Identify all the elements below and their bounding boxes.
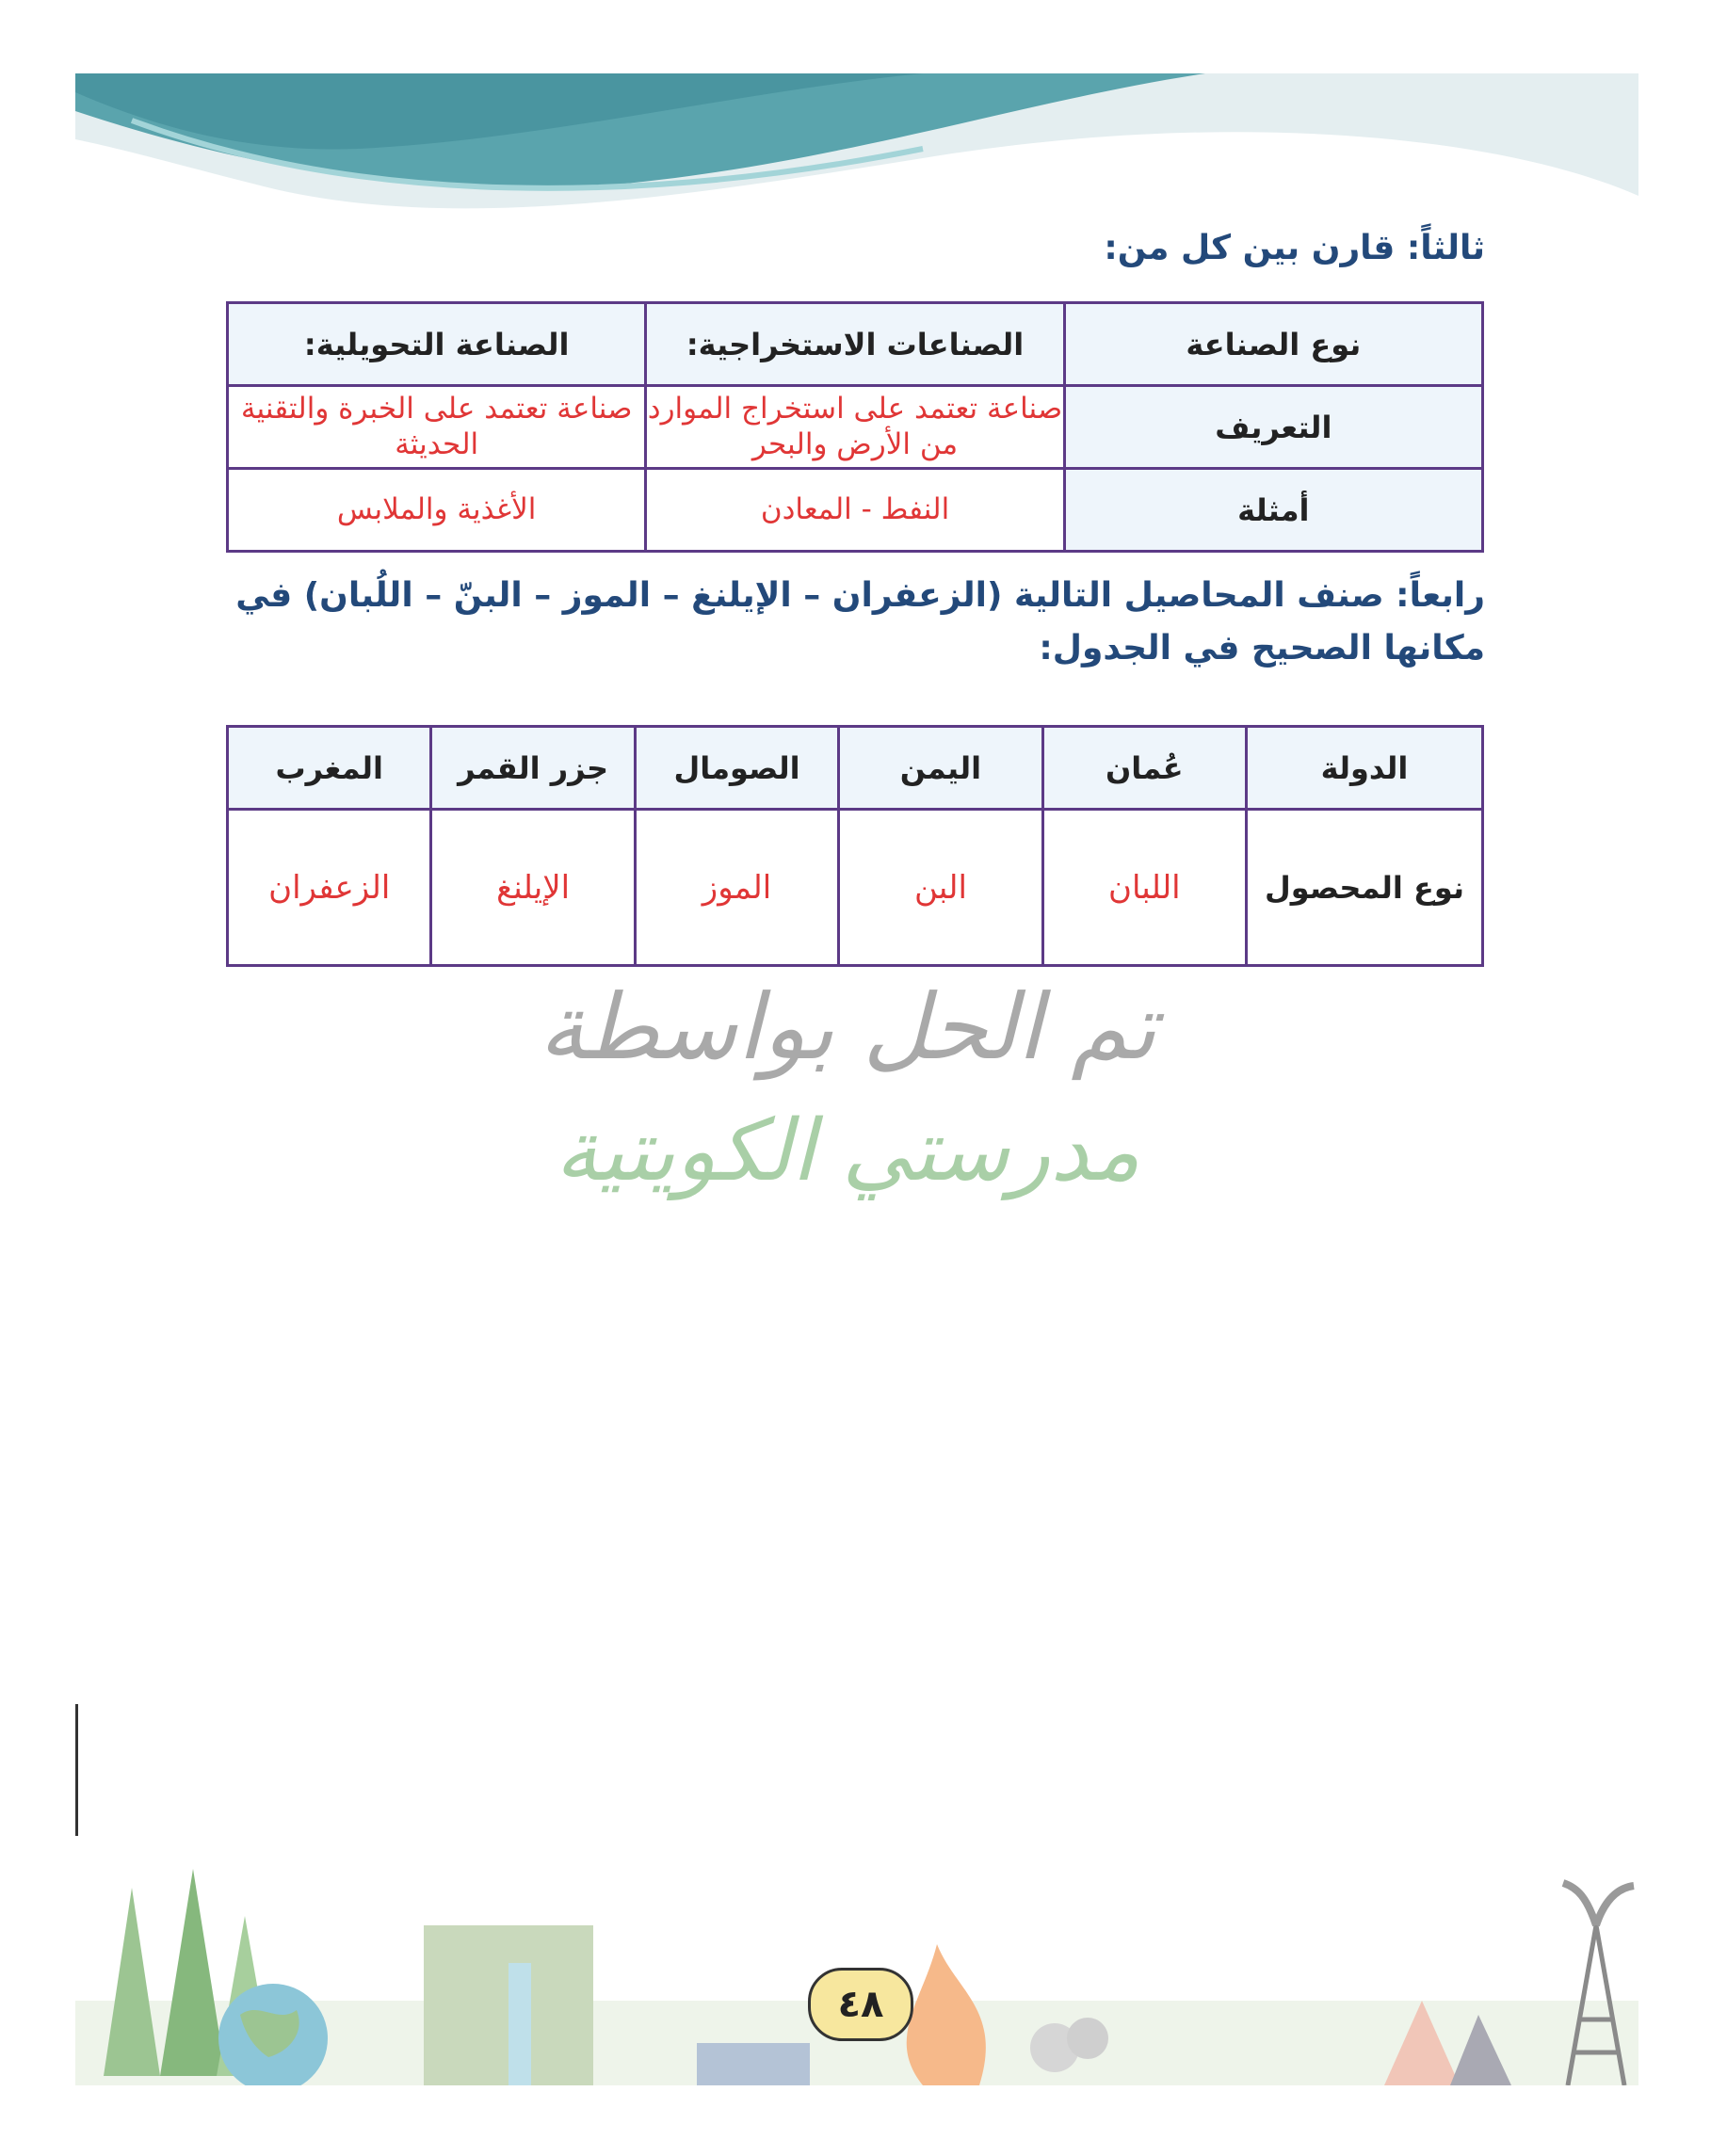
crop-answer-cell: اللبان <box>1042 810 1246 966</box>
waterfall-icon <box>508 1963 531 2085</box>
crop-answer-cell: الموز <box>635 810 838 966</box>
tree-icon <box>104 1888 160 2076</box>
answer-extractive-definition: صناعة تعتمد على استخراج الموارد من الأرض والبحر <box>646 386 1064 469</box>
section-4-heading <box>223 570 1485 675</box>
table-row <box>228 469 1483 552</box>
page-number-badge <box>808 1968 913 2041</box>
watermark-line-2: مدرستي الكويتية <box>555 1102 1140 1200</box>
crop-answer-cell: الزعفران <box>228 810 431 966</box>
section-3-heading <box>223 222 1485 275</box>
country-cell: جزر القمر <box>431 727 635 810</box>
crop-answer-cell: الإيلنغ <box>431 810 635 966</box>
header-cell-manufacturing: الصناعة التحويلية: <box>228 303 646 386</box>
tree-icon <box>160 1869 226 2076</box>
answer-manufacturing-definition: صناعة تعتمد على الخبرة والتقنية الحديثة <box>228 386 646 469</box>
header-wave-banner <box>75 73 1638 233</box>
margin-line <box>75 1704 78 1836</box>
header-cell-extractive: الصناعات الاستخراجية: <box>646 303 1064 386</box>
table-row <box>228 386 1483 469</box>
solar-panel-icon <box>697 2043 810 2085</box>
section-3-text: قارن بين كل من: <box>1104 229 1396 267</box>
industry-comparison-table <box>226 301 1484 553</box>
table-row <box>228 303 1483 386</box>
section-4-label: رابعاً: <box>1396 576 1485 615</box>
fire-icon <box>907 1944 986 2085</box>
table-row <box>228 727 1483 810</box>
answer-manufacturing-examples: الأغذية والملابس <box>228 469 646 552</box>
row-label-crop-type: نوع المحصول <box>1247 810 1483 966</box>
crop-answer-cell: البن <box>839 810 1042 966</box>
answer-extractive-examples: النفط - المعادن <box>646 469 1064 552</box>
country-cell: عُمان <box>1042 727 1246 810</box>
row-label-examples: أمثلة <box>1064 469 1482 552</box>
crops-classification-table <box>226 725 1484 967</box>
row-label-definition: التعريف <box>1064 386 1482 469</box>
header-cell-industry-type: نوع الصناعة <box>1064 303 1482 386</box>
header-cell-country: الدولة <box>1247 727 1483 810</box>
watermark-line-1: تم الحل بواسطة <box>539 974 1156 1080</box>
country-cell: الصومال <box>635 727 838 810</box>
table-row <box>228 810 1483 966</box>
smoke-icon <box>1067 2018 1108 2059</box>
country-cell: المغرب <box>228 727 431 810</box>
section-3-label: ثالثاً: <box>1406 229 1485 267</box>
country-cell: اليمن <box>839 727 1042 810</box>
section-4-text: صنف المحاصيل التالية (الزعفران – الإيلنغ – الموز – البنّ – اللُبان) في مكانها الصحيح في الجدول: <box>235 576 1485 668</box>
page-number: ٤٨ <box>837 1983 884 2026</box>
